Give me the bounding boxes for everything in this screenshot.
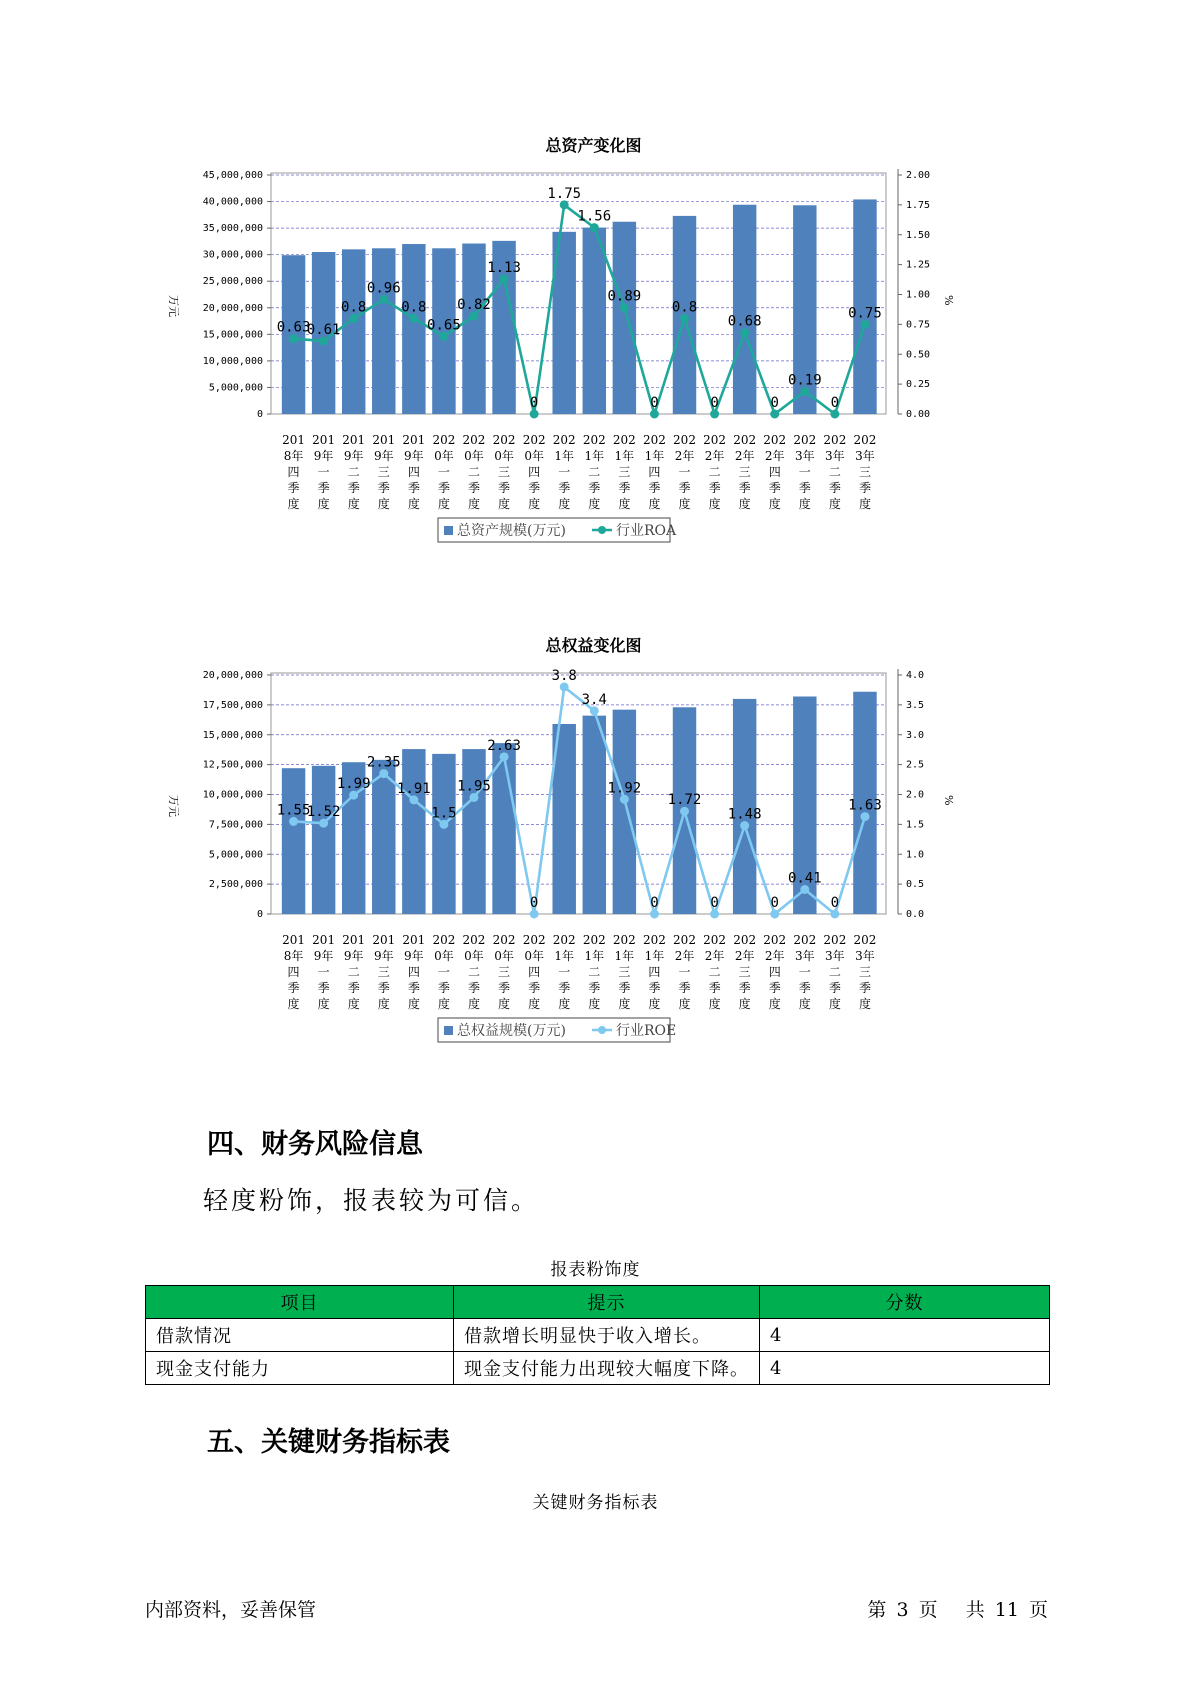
equity-chart-right-axis-title: % — [942, 795, 955, 806]
assets-chart-data-label: 0.89 — [607, 288, 642, 305]
assets-chart-category-label: 201 9年二季度 — [342, 433, 366, 511]
equity-chart-left-tick-label: 7,500,000 — [208, 819, 263, 831]
assets-chart-data-label: 0 — [830, 395, 840, 411]
risk-hint-cell: 借款增长明显快于收入增长。 — [454, 1319, 760, 1352]
assets-chart-data-label: 0.68 — [727, 313, 762, 330]
footer-page-unit: 页 — [918, 1599, 938, 1621]
assets-chart-right-tick-label: 0.00 — [906, 409, 931, 420]
total-equity-chart-svg — [167, 635, 1030, 1095]
equity-chart-data-label: 0 — [830, 895, 840, 911]
section4-summary: 轻度粉饰，报表较为可信。 — [203, 1186, 540, 1215]
equity-chart-legend-bar-label: 总权益规模(万元) — [457, 1023, 566, 1039]
risk-table-header-row — [146, 1286, 1050, 1319]
equity-chart-category-label: 201 9年一季度 — [312, 933, 336, 1011]
equity-chart-left-tick-label: 17,500,000 — [202, 699, 263, 711]
equity-chart-bar — [372, 760, 395, 914]
assets-chart-category-label: 201 9年四季度 — [402, 433, 426, 511]
equity-chart-data-label: 3.8 — [551, 667, 577, 684]
equity-chart-right-tick-label: 3.5 — [906, 699, 925, 711]
equity-chart-category-label: 202 0年四季度 — [522, 933, 546, 1011]
assets-chart-category-label: 201 9年三季度 — [372, 433, 396, 511]
footer-total-unit: 页 — [1028, 1599, 1048, 1621]
assets-chart-bar — [402, 244, 425, 414]
total-assets-chart-svg — [167, 135, 1030, 595]
risk-table-header-score: 分数 — [760, 1286, 1050, 1319]
equity-chart-title: 总权益变化图 — [545, 636, 642, 655]
risk-score-cell: 4 — [760, 1319, 1050, 1352]
equity-chart-left-tick-label: 12,500,000 — [202, 759, 263, 771]
footer-page-info — [863, 1595, 1048, 1622]
assets-chart-data-label: 0.65 — [427, 317, 461, 334]
equity-chart-category-label: 202 2年三季度 — [733, 933, 757, 1011]
assets-chart-data-label: 0.61 — [306, 322, 341, 339]
equity-chart-data-label: 1.52 — [306, 804, 341, 821]
equity-chart-left-tick-label: 2,500,000 — [208, 879, 263, 891]
equity-chart-left-tick-label: 20,000,000 — [202, 670, 263, 681]
risk-score-cell: 4 — [760, 1352, 1050, 1385]
assets-chart-legend-bar-swatch — [444, 526, 453, 535]
assets-chart-data-label: 1.75 — [547, 185, 582, 202]
assets-chart-data-label: 0 — [529, 395, 539, 411]
equity-chart-data-label: 2.63 — [487, 737, 521, 754]
equity-chart-category-label: 202 3年一季度 — [793, 933, 817, 1011]
table-row — [146, 1352, 1050, 1385]
assets-chart-legend-line-marker — [598, 526, 606, 534]
assets-chart-left-tick-label: 25,000,000 — [202, 276, 263, 288]
equity-chart-left-tick-label: 15,000,000 — [202, 729, 263, 741]
risk-table-header-item: 项目 — [146, 1286, 454, 1319]
equity-chart-legend-bar-swatch — [444, 1026, 453, 1035]
assets-chart-data-label: 1.13 — [487, 259, 521, 276]
assets-chart-right-tick-label: 1.25 — [906, 259, 931, 271]
assets-chart-category-label: 202 0年一季度 — [432, 433, 456, 511]
assets-chart-right-tick-label: 1.75 — [906, 199, 931, 211]
assets-chart-left-tick-label: 30,000,000 — [202, 249, 263, 261]
equity-chart-right-tick-label: 0.5 — [906, 879, 925, 891]
assets-chart-data-label: 0.8 — [341, 299, 367, 316]
equity-chart-category-label: 202 1年三季度 — [612, 933, 636, 1011]
equity-chart-data-label: 1.92 — [607, 780, 642, 797]
equity-chart-bar — [432, 754, 455, 914]
equity-chart-data-label: 2.35 — [366, 754, 401, 771]
equity-chart-data-label: 1.63 — [848, 797, 882, 814]
assets-chart-category-label: 202 2年一季度 — [673, 433, 696, 511]
assets-chart-left-tick-label: 0 — [256, 409, 263, 420]
equity-chart-right-tick-label: 4.0 — [906, 670, 925, 681]
equity-chart-right-tick-label: 1.5 — [906, 819, 925, 831]
equity-chart-data-label: 0 — [770, 895, 779, 911]
assets-chart-left-tick-label: 35,000,000 — [202, 223, 263, 235]
equity-chart-category-label: 201 9年二季度 — [342, 933, 366, 1011]
equity-chart-data-label: 1.72 — [667, 792, 702, 809]
assets-chart-category-label: 201 9年一季度 — [312, 433, 336, 511]
equity-chart-legend-line-marker — [598, 1026, 606, 1034]
assets-chart-legend-line-label: 行业ROA — [616, 523, 677, 539]
equity-chart-category-label: 202 1年一季度 — [552, 933, 576, 1011]
equity-chart-data-label: 1.99 — [336, 776, 371, 793]
equity-chart-data-label: 1.5 — [431, 805, 457, 822]
equity-chart-category-label: 201 9年四季度 — [402, 933, 426, 1011]
assets-chart-category-label: 202 2年三季度 — [733, 433, 757, 511]
assets-chart-data-label: 0.82 — [457, 297, 491, 314]
risk-table — [145, 1285, 1050, 1385]
assets-chart-category-label: 202 1年一季度 — [552, 433, 576, 511]
risk-item-cell: 借款情况 — [146, 1319, 454, 1352]
equity-chart-category-label: 202 1年四季度 — [642, 933, 666, 1011]
equity-chart-right-tick-label: 2.5 — [906, 759, 925, 771]
risk-item-cell: 现金支付能力 — [146, 1352, 454, 1385]
risk-table-header-hint: 提示 — [454, 1286, 760, 1319]
equity-chart-left-tick-label: 0 — [256, 909, 263, 920]
assets-chart-bar — [613, 222, 636, 414]
equity-chart-data-label: 1.55 — [276, 802, 311, 819]
footer-total-pages: 11 — [994, 1599, 1019, 1621]
equity-chart-data-label: 1.48 — [727, 806, 762, 823]
equity-chart-right-tick-label: 2.0 — [906, 789, 925, 801]
equity-chart-category-label: 202 2年四季度 — [763, 933, 787, 1011]
assets-chart-left-tick-label: 15,000,000 — [202, 329, 263, 341]
footer-page-prefix: 第 — [867, 1599, 887, 1621]
assets-chart-category-label: 202 3年三季度 — [853, 433, 877, 511]
assets-chart-left-tick-label: 20,000,000 — [202, 302, 263, 314]
equity-chart-category-label: 202 2年二季度 — [703, 933, 727, 1011]
assets-chart-legend-bar-label: 总资产规模(万元) — [457, 523, 566, 539]
equity-chart-right-tick-label: 1.0 — [906, 849, 925, 861]
key-indicators-caption: 关键财务指标表 — [532, 1493, 659, 1513]
assets-chart-left-tick-label: 45,000,000 — [202, 170, 263, 181]
total-assets-chart — [167, 135, 1030, 595]
equity-chart-category-label: 201 9年三季度 — [372, 933, 396, 1011]
equity-chart-category-label: 202 2年一季度 — [673, 933, 696, 1011]
equity-chart-category-label: 202 0年一季度 — [432, 933, 456, 1011]
equity-chart-bar — [613, 710, 636, 914]
assets-chart-data-label: 0 — [770, 395, 779, 411]
footer-page-number: 3 — [896, 1599, 909, 1621]
assets-chart-bar — [733, 205, 756, 414]
assets-chart-category-label: 202 0年二季度 — [462, 433, 486, 511]
equity-chart-bar — [583, 716, 606, 914]
equity-chart-category-label: 202 3年二季度 — [823, 933, 847, 1011]
assets-chart-left-tick-label: 40,000,000 — [202, 196, 263, 208]
equity-chart-category-label: 202 1年二季度 — [582, 933, 606, 1011]
assets-chart-data-label: 0.19 — [787, 372, 822, 389]
assets-chart-right-tick-label: 0.50 — [906, 349, 931, 361]
assets-chart-data-label: 0.8 — [671, 299, 698, 316]
assets-chart-right-tick-label: 1.50 — [906, 229, 931, 241]
assets-chart-category-label: 202 3年二季度 — [823, 433, 847, 511]
assets-chart-left-axis-title: 万元 — [167, 295, 180, 317]
risk-hint-cell: 现金支付能力出现较大幅度下降。 — [454, 1352, 760, 1385]
equity-chart-data-label: 1.91 — [396, 780, 431, 797]
assets-chart-data-label: 0.8 — [401, 299, 427, 316]
assets-chart-right-axis-title: % — [942, 295, 955, 306]
equity-chart-data-label: 0.41 — [787, 870, 822, 887]
total-equity-chart — [167, 635, 1030, 1095]
assets-chart-bar — [342, 249, 365, 414]
section4-heading: 四、财务风险信息 — [207, 1129, 423, 1160]
equity-chart-bar — [462, 749, 485, 914]
assets-chart-bar — [583, 228, 606, 414]
assets-chart-bar — [372, 248, 395, 414]
assets-chart-category-label: 202 3年一季度 — [793, 433, 817, 511]
assets-chart-category-label: 202 1年四季度 — [642, 433, 666, 511]
assets-chart-right-tick-label: 2.00 — [906, 170, 931, 181]
assets-chart-right-tick-label: 0.25 — [906, 379, 931, 391]
equity-chart-data-label: 0 — [529, 895, 539, 911]
assets-chart-right-tick-label: 0.75 — [906, 319, 931, 331]
assets-chart-data-label: 0.63 — [276, 319, 311, 336]
assets-chart-category-label: 202 1年三季度 — [612, 433, 636, 511]
assets-chart-data-label: 0 — [650, 395, 659, 411]
assets-chart-category-label: 202 1年二季度 — [582, 433, 606, 511]
assets-chart-category-label: 201 8年四季度 — [282, 433, 306, 511]
assets-chart-right-tick-label: 1.00 — [906, 289, 931, 301]
equity-chart-left-tick-label: 5,000,000 — [208, 849, 263, 861]
section5-heading: 五、关键财务指标表 — [207, 1427, 450, 1458]
assets-chart-data-label: 1.56 — [577, 208, 612, 225]
assets-chart-data-label: 0.96 — [366, 280, 401, 297]
assets-chart-category-label: 202 0年四季度 — [522, 433, 546, 511]
equity-chart-bar — [402, 749, 425, 914]
assets-chart-left-tick-label: 10,000,000 — [202, 355, 263, 367]
equity-chart-bar — [282, 768, 305, 914]
equity-chart-data-label: 0 — [710, 895, 719, 911]
equity-chart-category-label: 202 3年三季度 — [853, 933, 877, 1011]
footer-confidential-note: 内部资料，妥善保管 — [145, 1599, 317, 1621]
assets-chart-left-tick-label: 5,000,000 — [208, 382, 263, 394]
equity-chart-left-tick-label: 10,000,000 — [202, 789, 263, 801]
assets-chart-category-label: 202 2年四季度 — [763, 433, 787, 511]
equity-chart-data-label: 3.4 — [581, 691, 607, 708]
equity-chart-data-label: 0 — [650, 895, 659, 911]
equity-chart-data-label: 1.95 — [457, 778, 491, 795]
equity-chart-category-label: 201 8年四季度 — [282, 933, 306, 1011]
equity-chart-category-label: 202 0年三季度 — [492, 933, 516, 1011]
equity-chart-right-tick-label: 0.0 — [906, 909, 925, 920]
equity-chart-left-axis-title: 万元 — [167, 795, 180, 817]
assets-chart-category-label: 202 2年二季度 — [703, 433, 727, 511]
assets-chart-data-label: 0.75 — [848, 305, 882, 322]
equity-chart-right-tick-label: 3.0 — [906, 729, 925, 741]
assets-chart-data-label: 0 — [710, 395, 719, 411]
risk-table-caption: 报表粉饰度 — [550, 1260, 641, 1280]
assets-chart-title: 总资产变化图 — [545, 136, 642, 155]
equity-chart-bar — [312, 766, 335, 914]
table-row — [146, 1319, 1050, 1352]
assets-chart-bar — [462, 244, 485, 414]
footer-total-prefix: 共 — [965, 1599, 985, 1621]
assets-chart-category-label: 202 0年三季度 — [492, 433, 516, 511]
equity-chart-category-label: 202 0年二季度 — [462, 933, 486, 1011]
equity-chart-legend-line-label: 行业ROE — [616, 1023, 677, 1039]
